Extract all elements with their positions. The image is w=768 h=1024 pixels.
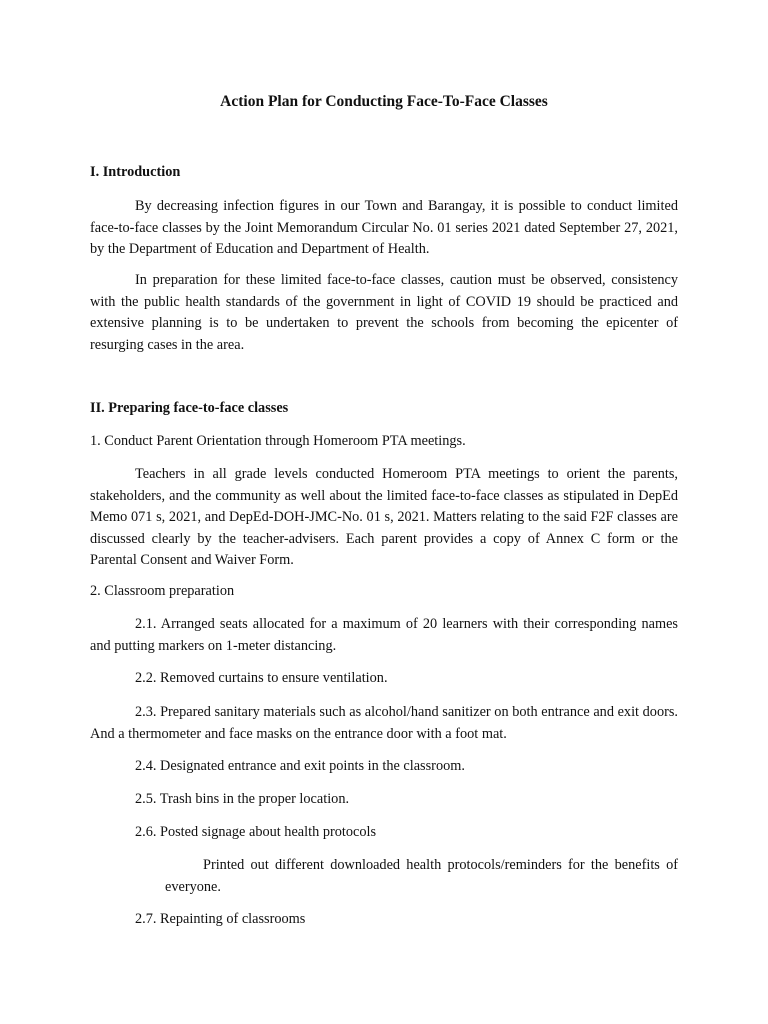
- section-heading-introduction: I. Introduction: [90, 164, 181, 180]
- sub-item-2-6: 2.6. Posted signage about health protocols: [135, 824, 377, 840]
- sub-item-2-3: 2.3. Prepared sanitary materials such as alcohol/hand sanitizer on both entrance and exit doors. And a thermometer and face masks on the entrance door with a foot mat.: [90, 704, 678, 742]
- sub-item-2-1: 2.1. Arranged seats allocated for a maximum of 20 learners with their corresponding names and putting markers on 1-meter distancing.: [90, 616, 678, 654]
- health-protocols-note: Printed out different downloaded health protocols/reminders for the benefits of everyone.: [165, 857, 678, 895]
- list-item-classroom-preparation: 2. Classroom preparation: [90, 583, 235, 599]
- sub-item-2-5: 2.5. Trash bins in the proper location.: [135, 791, 350, 807]
- section-heading-preparing: II. Preparing face-to-face classes: [90, 400, 289, 416]
- document-title: Action Plan for Conducting Face-To-Face Classes: [220, 93, 548, 110]
- sub-item-2-4: 2.4. Designated entrance and exit points in the classroom.: [135, 758, 465, 774]
- intro-paragraph-1: By decreasing infection figures in our Town and Barangay, it is possible to conduct limited face-to-face classes by the Joint Memorandum Circular No. 01 series 2021 dated September 27, 2021, by the Department of Education and Department of Health.: [90, 198, 678, 257]
- intro-paragraph-2: In preparation for these limited face-to-face classes, caution must be observed, consistency with the public health standards of the government in light of COVID 19 should be practiced and extensive planning is to be undertaken to prevent the schools from becoming the epicenter of resurging cases in the area.: [90, 272, 678, 353]
- parent-orientation-paragraph: Teachers in all grade levels conducted Homeroom PTA meetings to orient the parents, stakeholders, and the community as well about the limited face-to-face classes as stipulated in DepEd Memo 071 s, 2021, and DepEd-DOH-JMC-No. 01 s, 2021. Matters relating to the said F2F classes are discussed clearly by the teacher-advisers. Each parent provides a copy of Annex C form or the Parental Consent and Waiver Form.: [90, 466, 678, 568]
- sub-item-2-2: 2.2. Removed curtains to ensure ventilation.: [135, 670, 388, 686]
- list-item-parent-orientation: 1. Conduct Parent Orientation through Homeroom PTA meetings.: [90, 433, 466, 449]
- sub-item-2-7: 2.7. Repainting of classrooms: [135, 911, 306, 927]
